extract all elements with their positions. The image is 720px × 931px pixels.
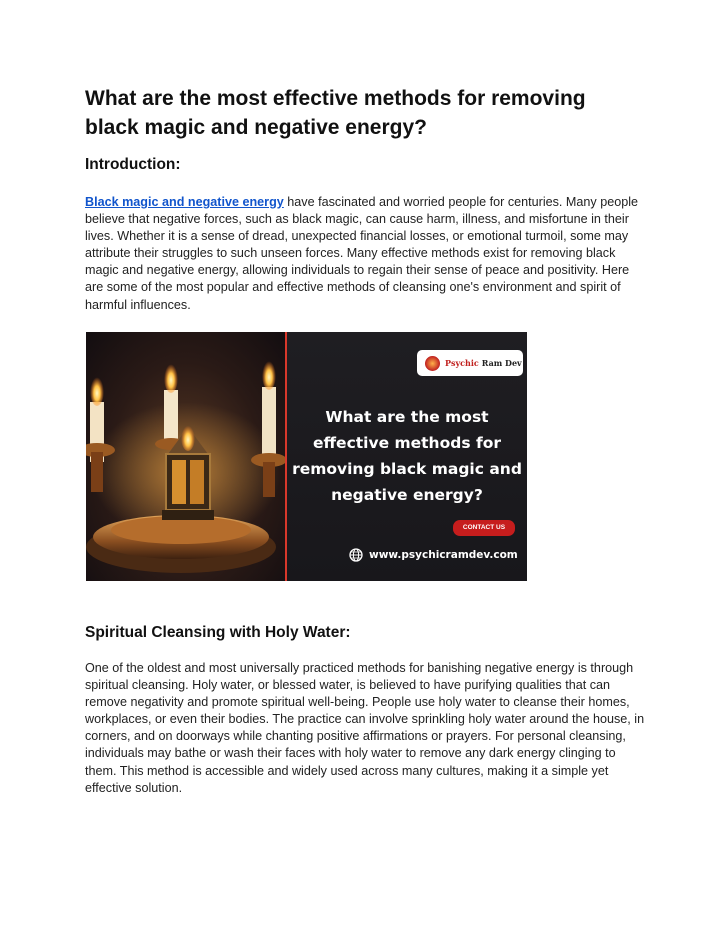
section-heading-holy-water: Spiritual Cleansing with Holy Water: <box>85 624 351 641</box>
website-url: www.psychicramdev.com <box>369 549 518 561</box>
article-banner-image <box>86 332 527 581</box>
intro-paragraph <box>85 194 645 314</box>
contact-us-button: CONTACT US <box>453 520 515 536</box>
banner-text-panel <box>287 332 527 581</box>
banner-title-line: effective methods for <box>312 434 501 452</box>
candles-lantern-photo <box>86 332 286 581</box>
intro-text: have fascinated and worried people for centuries. Many people believe that negative forces, such as black magic, can cause harm, illness, and misfortune in their lives. Whether it is a sense of dread, unexpected financial losses, or emotional turmoil, some may attribute their struggles to such unseen forces. Many effective methods exist for removing black magic and negative energy, allowing individuals to regain their sense of peace and positivity. Here are some of the most popular and effective methods of cleansing one's environment and spirit of harmful influences. <box>85 195 639 312</box>
brand-name-part2: Ram Dev <box>481 358 522 368</box>
black-magic-link[interactable]: Black magic and negative energy <box>85 195 284 209</box>
article-title: What are the most effective methods for removing black magic and negative energy? <box>85 87 586 139</box>
holy-water-paragraph: One of the oldest and most universally practiced methods for banishing negative energy is through spiritual cleansing. Holy water, or blessed water, is believed to have purifying qualities that can remove negativity and promote spiritual well-being. People use holy water to cleanse their homes, workplaces, or even their bodies. The practice can involve sprinkling holy water around the house, in corners, and on doorways while chanting positive affirmations or prayers. For personal cleansing, individuals may bathe or wash their faces with holy water to remove any dark energy clinging to them. This method is accessible and widely used across many cultures, making it a simple yet effective solution. <box>85 661 645 795</box>
brand-logo-icon <box>425 356 440 371</box>
banner-website <box>349 548 518 562</box>
brand-name-part1: Psychic <box>445 358 479 368</box>
intro-heading: Introduction: <box>85 156 181 173</box>
banner-title-line: removing black magic and <box>292 460 522 478</box>
banner-title-line: What are the most <box>325 408 489 426</box>
banner-title-line: negative energy? <box>331 486 483 504</box>
candles-lantern-illustration <box>86 332 286 581</box>
globe-icon <box>349 548 363 562</box>
banner-title <box>287 404 527 508</box>
brand-badge <box>417 350 523 376</box>
